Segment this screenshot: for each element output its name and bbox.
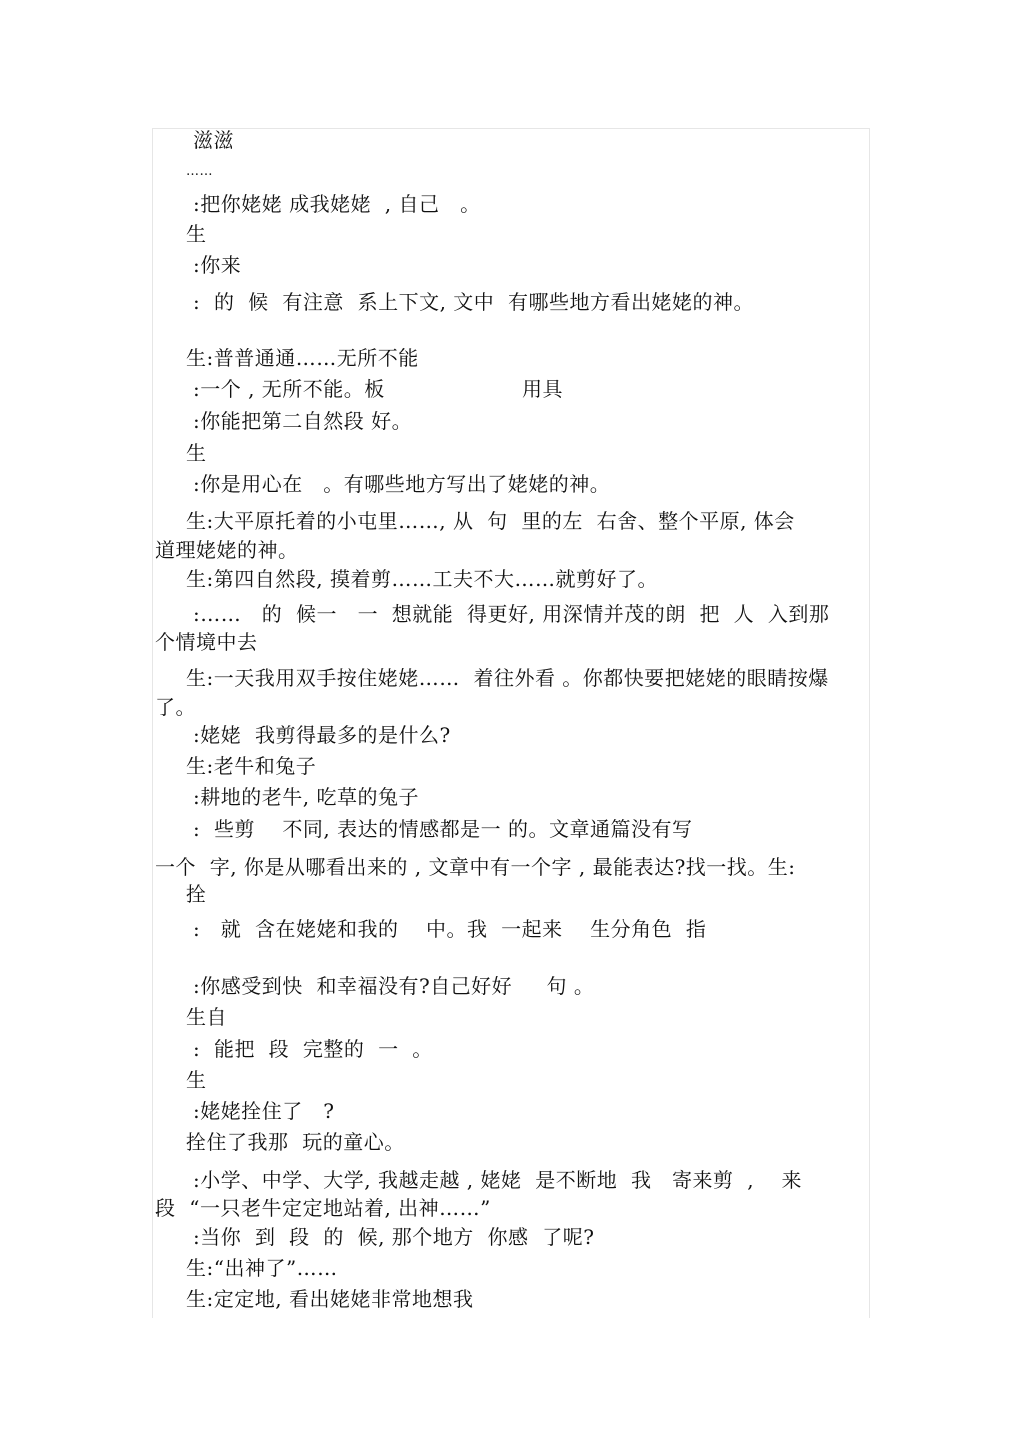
- text-line-29: 生: [186, 1068, 207, 1092]
- text-line-23: 一个 字, 你是从哪看出来的 , 文章中有一个字 , 最能表达?找一找。生:: [155, 855, 796, 879]
- text-line-24: 拴: [186, 882, 207, 906]
- text-line-35: 生:“出神了”……: [186, 1256, 338, 1280]
- text-line-32: :小学、中学、大学, 我越走越 , 姥姥 是不断地 我 寄来剪 , 来: [193, 1168, 803, 1192]
- text-line-33: 段 “一只老牛定定地站着, 出神……”: [155, 1196, 491, 1220]
- text-line-31: 拴住了我那 玩的童心。: [186, 1130, 405, 1154]
- text-line-21: :耕地的老牛, 吃草的兔子: [193, 785, 419, 809]
- text-line-14: 生:第四自然段, 摸着剪……工夫不大……就剪好了。: [186, 567, 658, 591]
- text-line-19: :姥姥 我剪得最多的是什么?: [193, 723, 451, 747]
- text-line-22: : 些剪 不同, 表达的情感都是一 的。文章通篇没有写: [193, 817, 693, 841]
- text-line-9: :你能把第二自然段 好。: [193, 409, 413, 433]
- text-line-15: :…… 的 候一 一 想就能 得更好, 用深情并茂的朗 把 人 入到那: [193, 602, 830, 626]
- text-line-20: 生:老牛和兔子: [186, 754, 317, 778]
- text-line-25: : 就 含在姥姥和我的 中。我 一起来 生分角色 指: [193, 917, 707, 941]
- text-line-2: ……: [186, 164, 213, 179]
- text-line-28: : 能把 段 完整的 一 。: [193, 1037, 433, 1061]
- text-line-8: :一个 , 无所不能。板 用具: [193, 377, 563, 401]
- text-line-7: 生:普普通通……无所不能: [186, 346, 419, 370]
- text-line-30: :姥姥拴住了 ?: [193, 1099, 335, 1123]
- text-line-26: :你感受到快 和幸福没有?自己好好 句 。: [193, 974, 595, 998]
- text-line-36: 生:定定地, 看出姥姥非常地想我: [186, 1287, 474, 1311]
- text-line-1: 滋滋: [193, 128, 234, 152]
- text-line-6: : 的 候 有注意 系上下文, 文中 有哪些地方看出姥姥的神。: [193, 290, 755, 314]
- text-line-27: 生自: [186, 1005, 227, 1029]
- text-line-13: 道理姥姥的神。: [155, 538, 299, 562]
- text-line-10: 生: [186, 441, 207, 465]
- text-line-11: :你是用心在 。有哪些地方写出了姥姥的神。: [193, 472, 611, 496]
- text-line-5: :你来: [193, 253, 242, 277]
- text-line-34: :当你 到 段 的 候, 那个地方 你感 了呢?: [193, 1225, 595, 1249]
- text-line-18: 了。: [155, 695, 196, 719]
- text-line-17: 生:一天我用双手按住姥姥…… 着往外看 。你都快要把姥姥的眼睛按爆: [186, 666, 829, 690]
- text-line-3: :把你姥姥 成我姥姥 , 自己 。: [193, 192, 481, 216]
- text-line-12: 生:大平原托着的小屯里……, 从 句 里的左 右舍、整个平原, 体会: [186, 509, 795, 533]
- text-line-4: 生: [186, 222, 207, 246]
- text-line-16: 个情境中去: [155, 630, 258, 654]
